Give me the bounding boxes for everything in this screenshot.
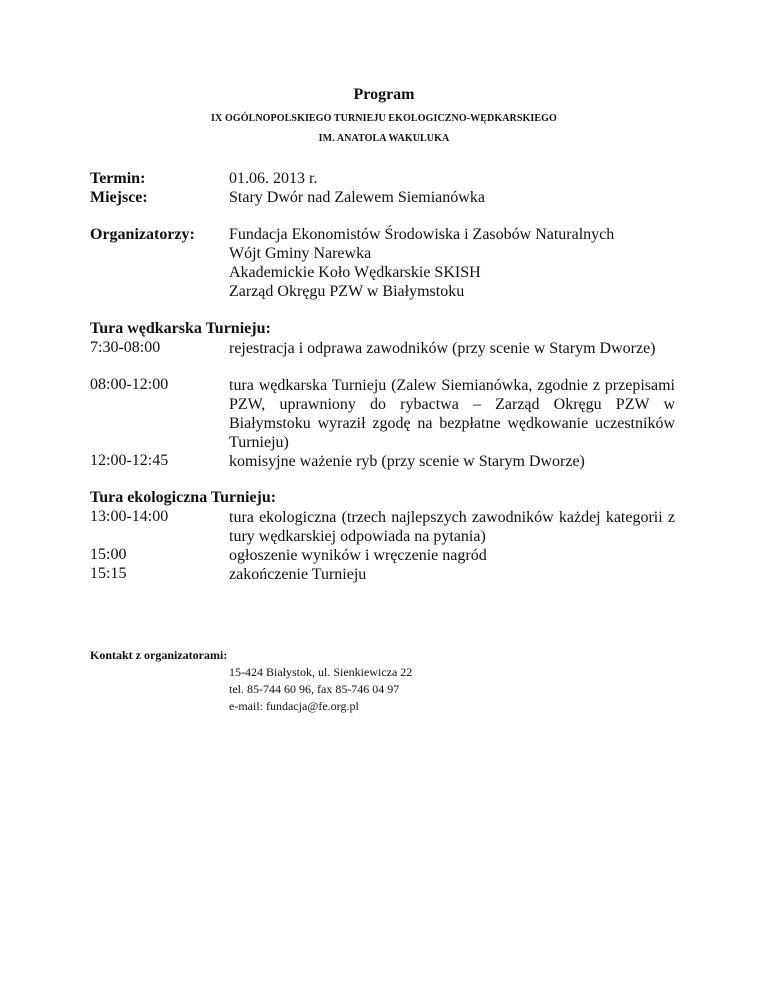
section-heading-fishing: Tura wędkarska Turnieju: — [90, 320, 271, 337]
schedule-time: 13:00-14:00 — [90, 508, 169, 525]
schedule-time: 12:00-12:45 — [90, 452, 169, 469]
section-heading-ecological: Tura ekologiczna Turnieju: — [90, 489, 277, 506]
schedule-description: komisyjne ważenie ryb (przy scenie w Starym Dworze) — [229, 453, 585, 470]
contact-phone: tel. 85-744 60 96, fax 85-746 04 97 — [229, 682, 400, 696]
schedule-description: tura wędkarska Turnieju (Zalew Siemianówka, zgodnie z przepisami PZW, uprawniony do rybactwa – Zarząd Okręgu PZW w Białymstoku wyraził zgodę na bezpłatne wędkowanie uczestników Turnieju) — [229, 377, 675, 451]
contact-address: 15-424 Białystok, ul. Sienkiewicza 22 — [229, 665, 413, 679]
miejsce-label: Miejsce: — [90, 189, 148, 206]
organizer-item: Akademickie Koło Wędkarskie SKISH — [229, 264, 481, 281]
schedule-time: 15:00 — [90, 546, 127, 563]
contact-heading: Kontakt z organizatorami: — [90, 648, 228, 662]
document-subtitle-line2: IM. ANATOLA WAKULUKA — [318, 133, 450, 144]
schedule-time: 15:15 — [90, 565, 127, 582]
schedule-description: zakończenie Turnieju — [229, 566, 367, 583]
organizatorzy-label: Organizatorzy: — [90, 226, 195, 243]
schedule-description: ogłoszenie wyników i wręczenie nagród — [229, 547, 487, 564]
schedule-description: tura ekologiczna (trzech najlepszych zawodników każdej kategorii z tury wędkarskiej odpowiada na pytania) — [229, 509, 675, 545]
document-subtitle-line1: IX OGÓLNOPOLSKIEGO TURNIEJU EKOLOGICZNO-WĘDKARSKIEGO — [211, 113, 557, 124]
termin-label: Termin: — [90, 170, 146, 187]
organizer-item: Fundacja Ekonomistów Środowiska i Zasobów Naturalnych — [229, 226, 615, 243]
termin-value: 01.06. 2013 r. — [229, 170, 318, 187]
contact-email: e-mail: fundacja@fe.org.pl — [229, 699, 359, 713]
document-title: Program — [353, 86, 415, 103]
schedule-time: 08:00-12:00 — [90, 376, 169, 393]
schedule-time: 7:30-08:00 — [90, 339, 161, 356]
miejsce-value: Stary Dwór nad Zalewem Siemianówka — [229, 189, 485, 206]
organizer-item: Wójt Gminy Narewka — [229, 245, 372, 262]
schedule-description: rejestracja i odprawa zawodników (przy scenie w Starym Dworze) — [229, 340, 656, 357]
organizer-item: Zarząd Okręgu PZW w Białymstoku — [229, 283, 465, 300]
